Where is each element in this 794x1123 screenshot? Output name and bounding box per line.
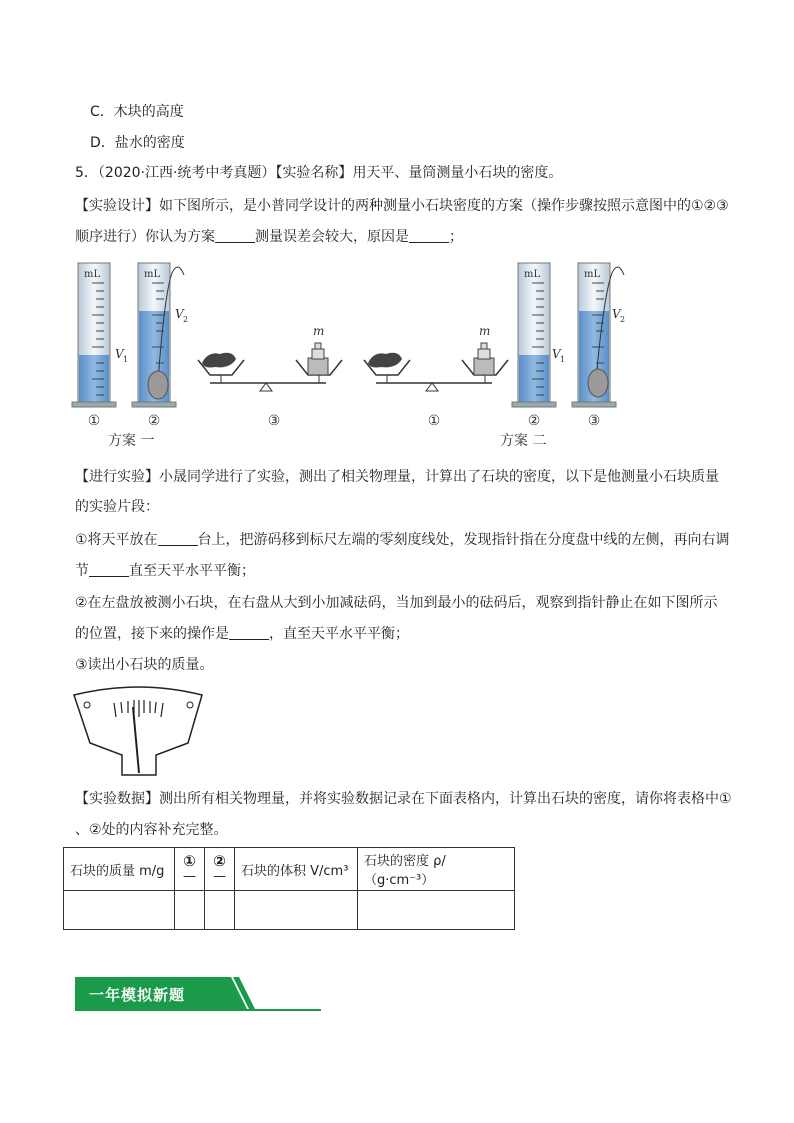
- data-text-2: 、②处的内容补充完整。: [75, 822, 228, 838]
- svg-text:mL: mL: [584, 269, 601, 280]
- cell-blank-1-value[interactable]: [175, 891, 205, 930]
- design-text-2: 顺序进行）你认为方案 测量误差会较大，原因是 ；: [75, 229, 463, 245]
- svg-text:③: ③: [587, 413, 601, 429]
- svg-text:2: 2: [183, 315, 189, 324]
- svg-text:mL: mL: [524, 269, 541, 280]
- banner-title: 一年模拟新题: [89, 986, 186, 1004]
- step2-line: ②在左盘放被测小石块，在右盘从大到小加减砝码，当加到最小的砝码后，观察到指针静止在如下图所示: [75, 595, 718, 611]
- answer-blank[interactable]: [409, 228, 449, 243]
- col-blank-1[interactable]: ① —: [175, 848, 205, 891]
- answer-blank[interactable]: [89, 562, 129, 577]
- cell-blank-2-value[interactable]: [205, 891, 235, 930]
- section-banner: [75, 977, 321, 1011]
- data-text-1: 【实验数据】测出所有相关物理量，并将实验数据记录在下面表格内，计算出石块的密度，请你将表格中①: [75, 791, 732, 807]
- step1-line-2: 节 直至天平水平平衡；: [75, 563, 255, 579]
- data-table: [63, 847, 515, 930]
- svg-text:方案 二: 方案 二: [500, 433, 547, 449]
- svg-text:方案 一: 方案 一: [108, 433, 155, 449]
- svg-text:1: 1: [560, 355, 566, 364]
- option-d: D．盐水的密度: [90, 135, 185, 151]
- svg-text:③: ③: [267, 413, 281, 429]
- svg-text:①: ①: [87, 413, 101, 429]
- svg-text:2: 2: [620, 315, 626, 324]
- experiment-intro-2: 的实验片段：: [75, 499, 159, 515]
- svg-text:m: m: [313, 324, 325, 338]
- balance-plan2: [364, 324, 508, 391]
- balance-plan1: [198, 324, 342, 391]
- experiment-intro-1: 【进行实验】小晟同学进行了实验，测出了相关物理量，计算出了石块的密度，以下是他测量小石块质量: [75, 469, 719, 485]
- svg-text:②: ②: [147, 413, 161, 429]
- svg-text:V: V: [552, 347, 561, 361]
- col-blank-2[interactable]: ② —: [205, 848, 235, 891]
- design-text-1: 【实验设计】如下图所示，是小普同学设计的两种测量小石块密度的方案（操作步骤按照示意图中的①②③: [75, 198, 729, 214]
- cylinder-plan2-step3: [572, 263, 625, 407]
- cell-density-value[interactable]: [358, 891, 515, 930]
- cell-mass-value[interactable]: [64, 891, 175, 930]
- answer-blank[interactable]: [229, 625, 269, 640]
- step2-line-2: 的位置，接下来的操作是 ，直至天平水平平衡；: [75, 626, 409, 642]
- answer-blank[interactable]: [215, 228, 255, 243]
- col-mass: 石块的质量 m/g: [64, 848, 175, 891]
- cylinder-plan1-step1: [72, 263, 128, 407]
- svg-text:V: V: [175, 307, 184, 321]
- cell-volume-value[interactable]: [235, 891, 358, 930]
- svg-text:V: V: [612, 307, 621, 321]
- svg-text:②: ②: [527, 413, 541, 429]
- cylinder-plan2-step2: [512, 263, 565, 407]
- col-volume: 石块的体积 V/cm³: [235, 848, 358, 891]
- cylinder-plan1-step2: [132, 263, 188, 407]
- col-density: 石块的密度 ρ/（g·cm⁻³）: [358, 848, 515, 891]
- svg-text:①: ①: [427, 413, 441, 429]
- option-c: C．木块的高度: [90, 104, 184, 120]
- svg-text:1: 1: [123, 355, 129, 364]
- svg-text:V: V: [115, 347, 124, 361]
- svg-text:m: m: [479, 324, 491, 338]
- step3-line: ③读出小石块的质量。: [75, 657, 214, 673]
- question-title: 5．（2020·江西·统考中考真题）【实验名称】用天平、量筒测量小石块的密度。: [75, 165, 563, 181]
- balance-dial-figure: [70, 683, 210, 778]
- svg-text:mL: mL: [84, 269, 101, 280]
- measurement-plans-figure: [60, 255, 660, 453]
- step1-line: ①将天平放在 台上，把游码移到标尺左端的零刻度线处，发现指针指在分度盘中线的左侧，再向右调: [75, 532, 730, 548]
- svg-text:mL: mL: [144, 269, 161, 280]
- answer-blank[interactable]: [158, 531, 198, 546]
